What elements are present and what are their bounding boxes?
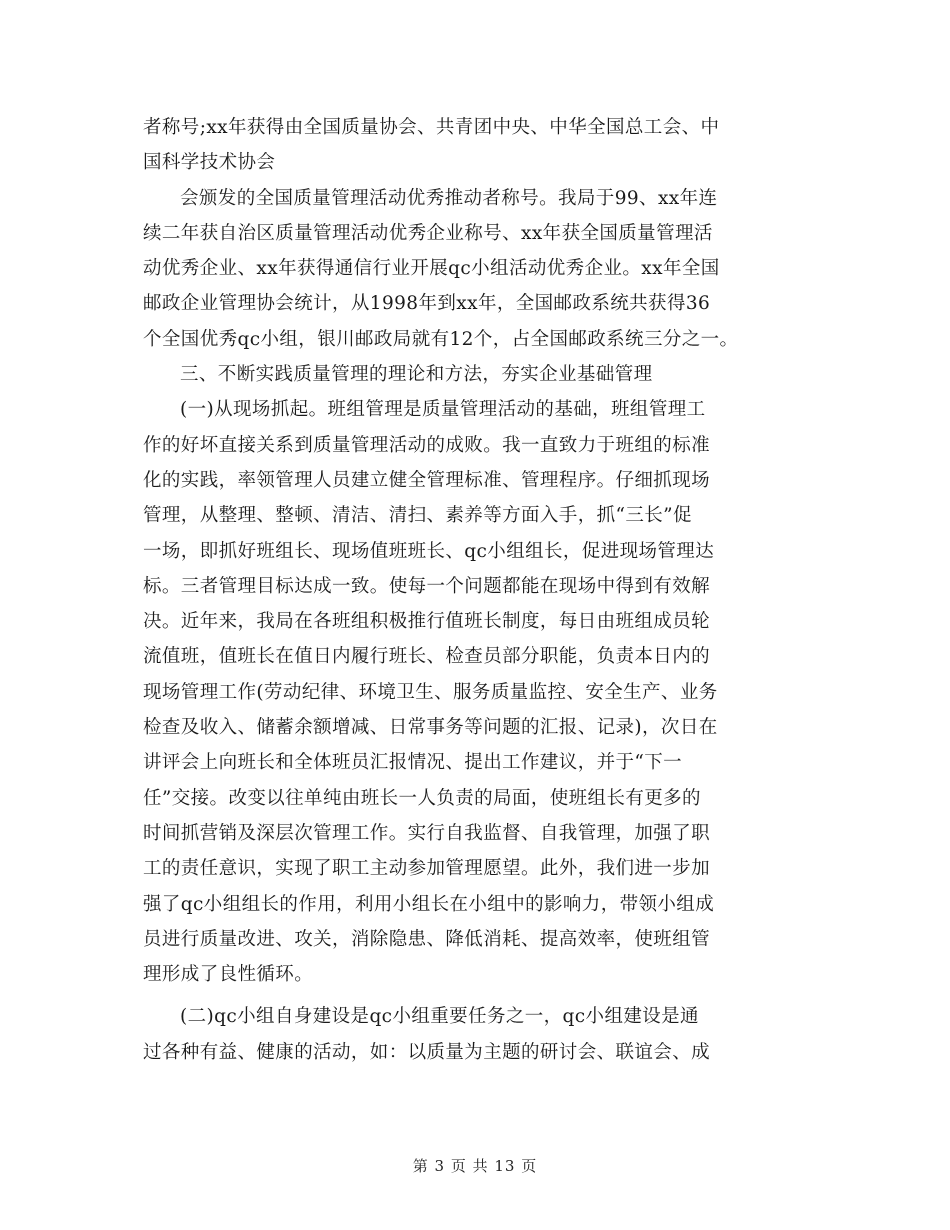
text-line: 个全国优秀qc小组，银川邮政局就有12个，占全国邮政系统三分之一。 xyxy=(143,328,739,350)
text-line: 决。近年来，我局在各班组积极推行值班长制度，每日由班组成员轮 xyxy=(143,611,711,633)
text-line: 作的好坏直接关系到质量管理活动的成败。我一直致力于班组的标准 xyxy=(143,434,711,456)
paragraph-start-line: (二)qc小组自身建设是qc小组重要任务之一，qc小组建设是通 xyxy=(180,1006,699,1028)
text-line: 现场管理工作(劳动纪律、环境卫生、服务质量监控、安全生产、业务 xyxy=(143,681,718,703)
text-line: 工的责任意识，实现了职工主动参加管理愿望。此外，我们进一步加 xyxy=(143,858,711,880)
text-line: 讲评会上向班长和全体班员汇报情况、提出工作建议，并于“下一 xyxy=(143,752,683,774)
text-line: 强了qc小组组长的作用，利用小组长在小组中的影响力，带领小组成 xyxy=(143,893,715,915)
text-line: 过各种有益、健康的活动，如：以质量为主题的研讨会、联谊会、成 xyxy=(143,1041,711,1063)
text-line: 任”交接。改变以往单纯由班长一人负责的局面，使班组长有更多的 xyxy=(143,787,701,809)
paragraph-gap xyxy=(143,992,813,999)
text-line: 标。三者管理目标达成一致。使每一个问题都能在现场中得到有效解 xyxy=(143,575,711,597)
body-text xyxy=(143,110,813,1070)
page-number-footer: 第 3 页 共 13 页 xyxy=(412,1157,538,1175)
text-line: 检查及收入、储蓄余额增减、日常事务等问题的汇报、记录)，次日在 xyxy=(143,717,718,739)
text-line: 邮政企业管理协会统计，从1998年到xx年，全国邮政系统共获得36 xyxy=(143,293,711,315)
text-line: 管理，从整理、整顿、清洁、清扫、素养等方面入手，抓“三长”促 xyxy=(143,505,692,527)
text-line: 理形成了良性循环。 xyxy=(143,964,314,986)
text-line: 流值班，值班长在值日内履行班长、检查员部分职能，负责本日内的 xyxy=(143,646,711,668)
text-line: 时间抓营销及深层次管理工作。实行自我监督、自我管理，加强了职 xyxy=(143,822,711,844)
paragraph-start-line: 会颁发的全国质量管理活动优秀推动者称号。我局于99、xx年连 xyxy=(180,187,718,209)
text-line: 续二年获自治区质量管理活动优秀企业称号、xx年获全国质量管理活 xyxy=(143,222,713,244)
text-line: 者称号;xx年获得由全国质量协会、共青团中央、中华全国总工会、中 xyxy=(143,117,720,138)
paragraph-start-line: (一)从现场抓起。班组管理是质量管理活动的基础，班组管理工 xyxy=(180,399,706,421)
text-line: 动优秀企业、xx年获得通信行业开展qc小组活动优秀企业。xx年全国 xyxy=(143,258,720,280)
text-line: 一场，即抓好班组长、现场值班班长、qc小组组长，促进现场管理达 xyxy=(143,540,715,562)
text-line: 化的实践，率领管理人员建立健全管理标准、管理程序。仔细抓现场 xyxy=(143,469,711,491)
text-line: 国科学技术协会 xyxy=(143,152,276,174)
text-line: 员进行质量改进、攻关，消除隐患、降低消耗、提高效率，使班组管 xyxy=(143,928,711,950)
section-heading: 三、不断实践质量管理的理论和方法，夯实企业基础管理 xyxy=(180,364,653,386)
